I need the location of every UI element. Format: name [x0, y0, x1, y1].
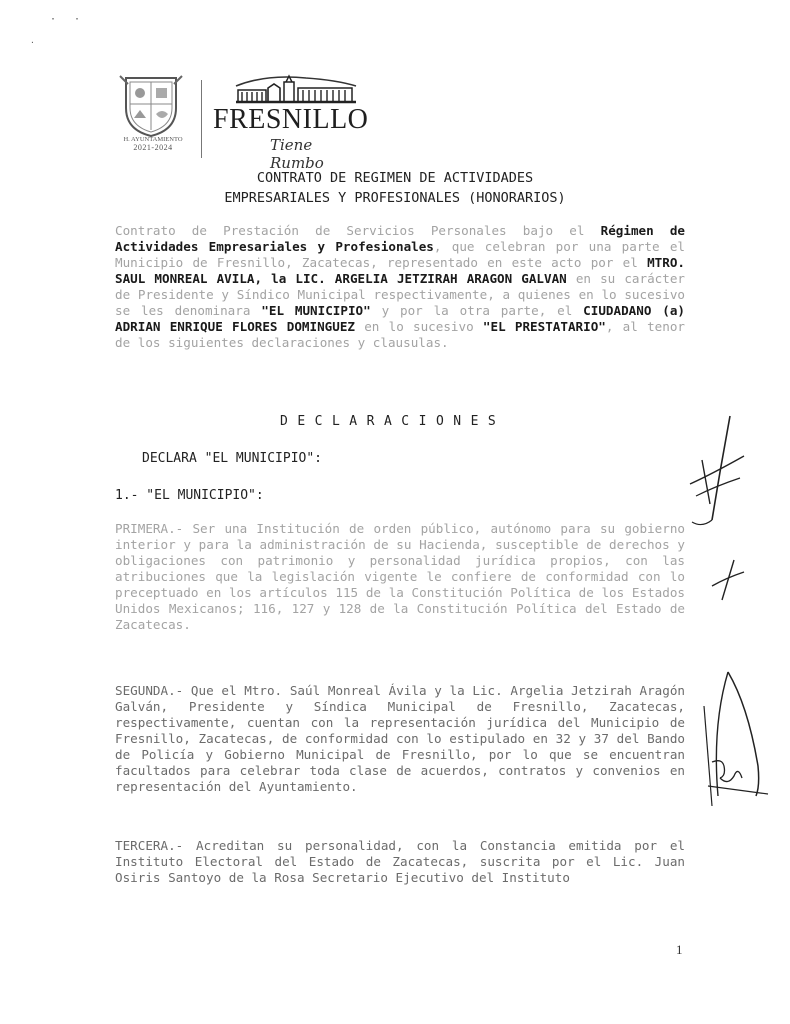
page-number: 1 — [676, 942, 683, 957]
intro-bold-segment: "EL PRESTATARIO" — [482, 319, 606, 334]
brand-name: FRESNILLO — [213, 104, 369, 135]
scan-specks: · · — [50, 14, 87, 25]
intro-text-segment: en su carácter de Presidente y Síndico Municipal respectivamente, a quienes en lo sucesivo se les denominara — [115, 271, 685, 318]
signature-initials-1-icon — [682, 412, 752, 552]
title-line-2: EMPRESARIALES Y PROFESIONALES (HONORARIOS) — [224, 190, 566, 206]
intro-bold-segment: CIUDADANO (a) ADRIAN ENRIQUE FLORES DOMINGUEZ — [115, 303, 685, 334]
declara-municipio-heading: DECLARA "EL MUNICIPIO": — [142, 451, 323, 466]
intro-text-segment: , al tenor de los siguientes declaraciones y clausulas. — [115, 319, 685, 350]
clause-primera: PRIMERA.- Ser una Institución de orden público, autónomo para su gobierno interior y para la administración de su Hacienda, susceptible de derechos y obligaciones con patrimonio y personalidad jurídica propios, con las atribuciones que la legislación vigente le confiere de conformidad con lo preceptuado en los artículos 115 de la Constitución Política de los Estados Unidos Mexicanos; 116, 127 y 128 de la Constitución Política del Estado de Zacatecas. — [115, 521, 685, 632]
scan-speck: · — [30, 38, 35, 47]
declarations-heading: DECLARACIONES — [280, 414, 506, 429]
intro-bold-segment: MTRO. SAUL MONREAL AVILA, la LIC. ARGELIA JETZIRAH ARAGON GALVAN — [115, 255, 685, 286]
brand-tagline: Tiene Rumbo — [270, 136, 324, 172]
signature-initials-2-icon — [708, 556, 748, 606]
intro-text-segment: en lo sucesivo — [355, 319, 483, 334]
clause-segunda: SEGUNDA.- Que el Mtro. Saúl Monreal Ávila y la Lic. Argelia Jetzirah Aragón Galván, Presidente y Síndica Municipal de Fresnillo, Zacatecas, respectivamente, cuentan con la representación jurídica del Municipio de Fresnillo, Zacatecas, de conformidad con lo estipulado en 32 y 37 del Bando de Policía y Gobierno Municipal de Fresnillo, por lo que se encuentran facultados para celebrar toda clase de acuerdos, contratos y convenios en representación del Ayuntamiento. — [115, 683, 685, 794]
signature-3-icon — [698, 666, 778, 816]
intro-text-segment: , que celebran por una parte el Municipio de Fresnillo, Zacatecas, representado en este acto por el — [115, 239, 686, 270]
seal-caption — [112, 136, 194, 152]
intro-paragraph — [115, 223, 685, 351]
seal-caption-years: 2021-2024 — [133, 143, 173, 152]
intro-text-segment: y por la otra parte, el — [370, 303, 584, 318]
intro-bold-segment: "EL MUNICIPIO" — [261, 303, 371, 318]
logo-divider — [201, 80, 202, 158]
municipal-seal-icon — [118, 74, 184, 140]
intro-bold-segment: Régimen de Actividades Empresariales y Profesionales — [115, 223, 686, 254]
contract-title — [110, 168, 680, 208]
intro-text-segment: Contrato de Prestación de Servicios Personales bajo el — [115, 223, 601, 238]
item-1-heading: 1.- "EL MUNICIPIO": — [115, 488, 264, 503]
clause-tercera: TERCERA.- Acreditan su personalidad, con la Constancia emitida por el Instituto Electoral del Estado de Zacatecas, suscrita por el Lic. Juan Osiris Santoyo de la Rosa Secretario Ejecutivo del Instituto — [115, 838, 685, 885]
seal-caption-line1: H. AYUNTAMIENTO — [123, 136, 183, 143]
title-line-1: CONTRATO DE REGIMEN DE ACTIVIDADES — [256, 170, 534, 186]
